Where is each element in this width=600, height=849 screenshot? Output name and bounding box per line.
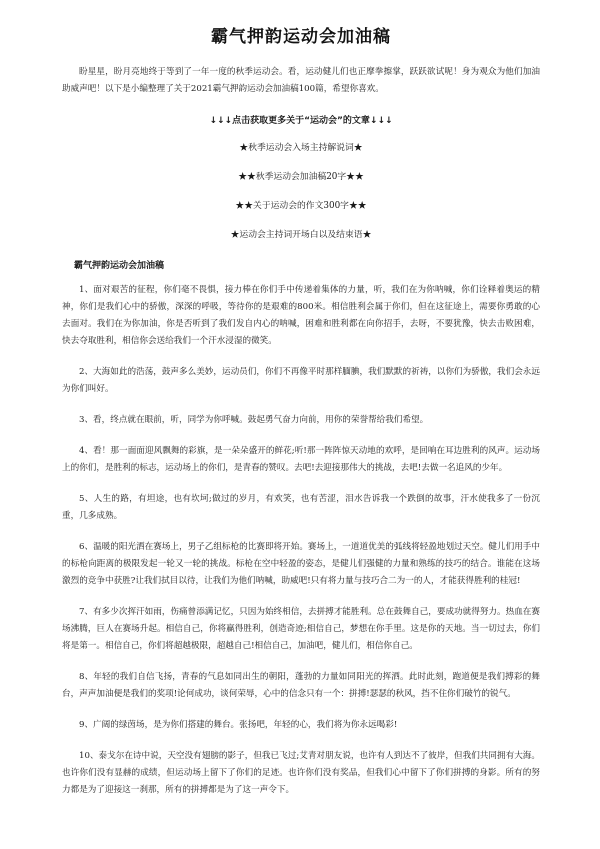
body-paragraph: 1、面对艰苦的征程，你们毫不畏惧，接力棒在你们手中传递着集体的力量，听，我们在为你呐喊，你们诠释着奥运的精神，你们是我们心中的骄傲，深深的呼吸，等待你的是艰难的800米。相信胜利会属于你们，但在这征途上，需要你勇敢的心去面对。我们在为你加油，你是否听到了我们发自内心的呐喊，困难和胜利都在向你招手，去呀，不要犹豫，快去击败困难，快去夺取胜利，相信你会送给我们一个汗水浸湿的微笑。 xyxy=(62,285,540,346)
body-paragraph: 6、温暖的阳光洒在赛场上，男子乙组标枪的比赛即将开始。赛场上，一道道优美的弧线将轻盈地划过天空。健儿们用手中的标枪向距离的极限发起一轮又一轮的挑战。标枪在空中轻盈的姿态，是健儿们强健的力量和熟练的技巧的结合。谁能在这场激烈的竞争中获胜?让我们拭目以待，让我们为他们呐喊，助威吧!只有将力量与技巧合二为一的人，才能获得胜利的桂冠! xyxy=(62,542,540,586)
page-title: 霸气押韵运动会加油稿 xyxy=(211,27,391,47)
paragraph-list xyxy=(62,282,540,799)
body-paragraph: 7、有多少次挥汗如雨，伤痛曾添满记忆，只因为始终相信，去拼搏才能胜利。总在鼓舞自己，要成功就得努力。热血在赛场沸腾，巨人在赛场升起。相信自己，你将赢得胜利，创造奇迹;相信自己，梦想在你手里。这是你的天地。当一切过去，你们将是第一。相信自己，你们将超越极限，超越自己!相信自己，加油吧，健儿们，相信你自己。 xyxy=(62,607,540,651)
body-paragraph: 2、大海如此的浩荡，鼓声多么美妙，运动员们，你们不再像平时那样腼腆，我们默默的祈祷，以你们为骄傲，我们会永远为你们叫好。 xyxy=(62,367,540,394)
section-heading: 霸气押韵运动会加油稿 xyxy=(74,261,165,271)
body-paragraph: 10、泰戈尔在诗中说，天空没有翅膀的影子，但我已飞过;艾青对朋友说，也许有人到达不了彼岸，但我们共同拥有大海。也许你们没有显赫的成绩，但运动场上留下了你们的足迹。也许你们没有奖品，但我们心中留下了你们拼搏的身影。所有的努力都是为了迎接这一刹那，所有的拼搏都是为了这一声令下。 xyxy=(62,751,540,795)
related-link[interactable]: ★★秋季运动会加油稿20字★★ xyxy=(238,172,364,182)
body-paragraph: 8、年轻的我们自信飞扬，青春的气息如同出生的朝阳，蓬勃的力量如同阳光的挥洒。此时此刻，跑道便是我们搏彩的舞台，声声加油便是我们的奖项!论何成功，谈何荣辱，心中的信念只有一个：拼搏!瑟瑟的秋风，挡不住你们破竹的锐气。 xyxy=(62,672,540,699)
body-paragraph: 5、人生的路，有坦途，也有坎坷;做过的岁月，有欢笑，也有苦涩，泪水告诉我一个跌倒的故事，汗水使我多了一份沉重，几多成熟。 xyxy=(62,494,540,521)
document-page xyxy=(62,0,540,813)
body-paragraph: 4、看！那一面面迎风飘舞的彩旗，是一朵朵盛开的鲜花;听!那一阵阵惊天动地的欢呼，是回响在耳边胜利的风声。运动场上的你们，是胜利的标志，运动场上的你们，是青春的赞叹。去吧!去迎接那伟大的挑战，去吧!去做一名追风的少年。 xyxy=(62,446,540,473)
body-paragraph: 9、广阔的绿茵场，是为你们搭建的舞台。张扬吧，年轻的心，我们将为你永远喝彩! xyxy=(79,720,398,730)
intro-paragraph: 盼星星，盼月亮地终于等到了一年一度的秋季运动会。看，运动健儿们也正摩拳擦掌，跃跃欲试呢！身为观众为他们加油助威声吧！以下是小编整理了关于2021霸气押韵运动会加油稿100篇，希望你喜欢。 xyxy=(62,67,540,94)
related-link[interactable]: ★★关于运动会的作文300字★★ xyxy=(235,201,367,211)
related-link[interactable]: ★秋季运动会入场主持解说词★ xyxy=(239,143,363,153)
related-links-list xyxy=(62,134,540,250)
related-link[interactable]: ★运动会主持词开场白以及结束语★ xyxy=(230,230,372,240)
body-paragraph: 3、看，终点就在眼前，听，同学为你呼喊。鼓起勇气奋力向前，用你的荣誉帮给我们希望。 xyxy=(79,415,429,425)
more-articles-link[interactable]: ↓↓↓点击获取更多关于“运动会”的文章↓↓↓ xyxy=(209,116,393,126)
